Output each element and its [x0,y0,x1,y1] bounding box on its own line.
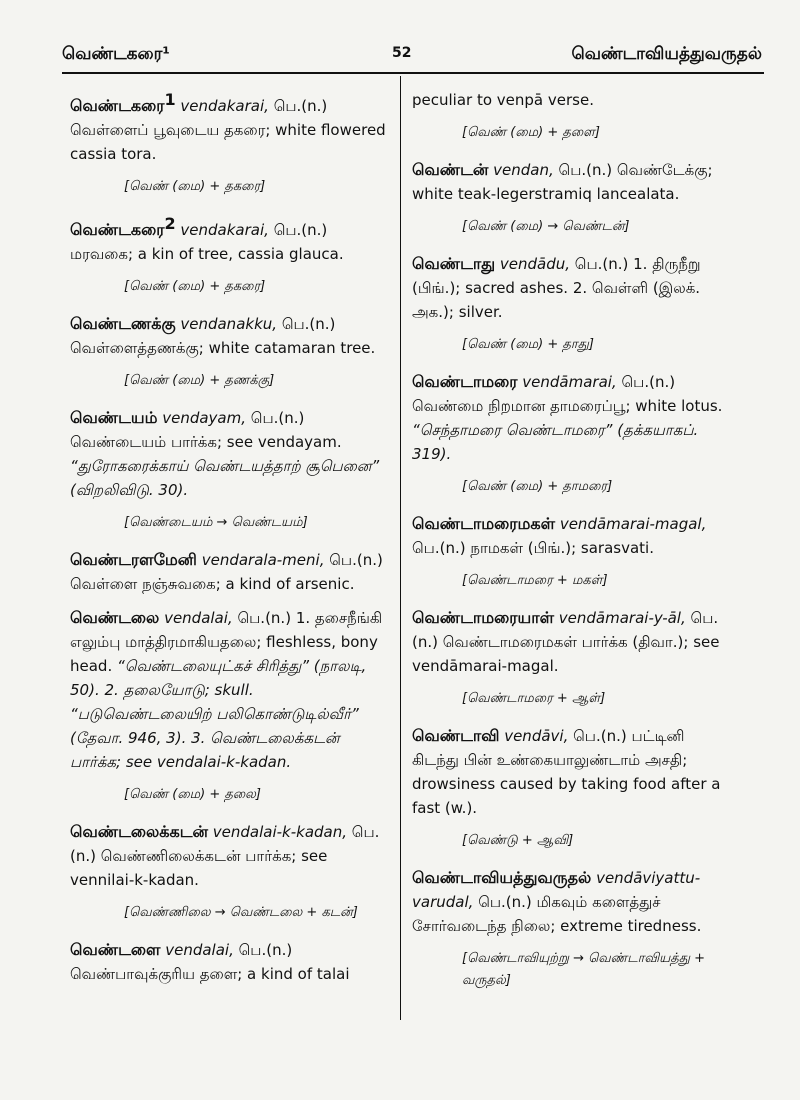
entry-definition: பெ.(n.) வெண்மை நிறமான தாமரைப்பூ; white lotus. [412,373,723,415]
entry-transliteration: vendādu, [499,255,570,273]
entry-citation: “செந்தாமரை வெண்டாமரை” (தக்கயாகப். 319). [412,421,699,463]
entry-etymology: [வெண் (மை) + தகரை] [124,179,266,194]
entry-transliteration: vendāvi, [504,727,569,745]
entry-transliteration: vendayam, [162,409,247,427]
entry-definition: பெ.(n.) வெண்ணிலைக்கடன் பார்க்க; see vennilai-k-kadan. [70,823,380,889]
entry-headword: வெண்டலைக்கடன் [70,822,208,841]
page-header [62,40,762,70]
header-right-guideword: வெண்டாவியத்துவருதல் [571,44,762,64]
entry-etymology: [வெண் (மை) + தாமரை] [462,479,613,494]
entry-transliteration: vendakarai, [180,97,269,115]
entry-transliteration: vendalai, [164,609,233,627]
entry-etymology: [வெண் (மை) + தகரை] [124,279,266,294]
dictionary-entry [412,158,734,206]
entry-definition: பெ.(n.) பட்டினி கிடந்து பின் உண்கையாலுண்டாம் அசதி; drowsiness caused by taking food after a fast (w.). [412,727,721,817]
entry-headword: வெண்டகரை [70,96,165,115]
entry-definition: பெ.(n.) வெண்டேக்கு; white teak-legerstramiq lancealata. [412,161,713,203]
entry-citation: “வெண்டலையுட்கச் சிரித்து” (நாலடி, 50). 2. தலையோடு; skull. “படுவெண்டலையிற் பலிகொண்டுடில்வீர்” (தேவா. 946, 3). 3. வெண்டலைக்கடன் பார்க்க; see vendalai-k-kadan. [70,657,367,771]
dictionary-entry [70,548,390,596]
header-rule [62,72,764,74]
entry-definition: பெ.(n.) வெள்ளை நஞ்சுவகை; a kind of arsenic. [70,551,383,593]
entry-headword: வெண்டாமரையாள் [412,608,555,627]
entry-etymology: [வெண் (மை) + தணக்கு] [124,373,275,388]
dictionary-entry [70,88,390,166]
dictionary-entry [70,406,390,502]
entry-headword: வெண்டாவி [412,726,500,745]
entry-definition: பெ.(n.) 1. தசைநீங்கி எலும்பு மாத்திரமாகியதலை; fleshless, bony head. [70,609,383,675]
entry-etymology: [வெண்டையம் → வெண்டயம்] [124,515,308,530]
entry-definition: பெ.(n.) மிகவும் களைத்துச் சோர்வடைந்த நிலை; extreme tiredness. [412,893,702,935]
entry-superscript: 2 [164,214,176,233]
entry-superscript: 1 [164,90,176,109]
entry-headword: வெண்டகரை [70,220,165,239]
entry-transliteration: vendan, [493,161,554,179]
dictionary-entry [412,252,734,324]
entry-etymology: [வெண்டாமரை + ஆள்] [462,691,606,706]
page-number: 52 [392,45,412,61]
entry-definition: பெ.(n.) நாமகள் (பிங்.); sarasvati. [412,539,654,557]
entry-transliteration: vendanakku, [180,315,278,333]
entry-headword: வெண்டலை [70,608,160,627]
entry-transliteration: vendakarai, [180,221,269,239]
entry-continuation: peculiar to venpā verse. [412,91,594,109]
entry-definition: பெ.(n.) வெண்டாமரைமகள் பார்க்க (திவா.); see vendāmarai-magal. [412,609,720,675]
entry-headword: வெண்டயம் [70,408,158,427]
entry-etymology: [வெண் (மை) → வெண்டன்] [462,219,630,234]
entry-definition: பெ.(n.) வெண்பாவுக்குரிய தளை; a kind of talai [70,941,350,983]
dictionary-entry [412,606,734,678]
dictionary-entry [70,606,390,774]
entry-headword: வெண்டாவியத்துவருதல் [412,868,592,887]
entry-etymology: [வெண் (மை) + தலை] [124,787,262,802]
dictionary-entry [412,866,734,938]
entry-etymology: [வெண் (மை) + தாது] [462,337,594,352]
entry-etymology: [வெண்டாமரை + மகள்] [462,573,608,588]
dictionary-entry [70,820,390,892]
entry-headword: வெண்டரளமேனி [70,550,197,569]
dictionary-entry [70,312,390,360]
column-divider [400,76,401,1020]
entry-transliteration: vendāmarai, [522,373,617,391]
entry-headword: வெண்டாமரைமகள் [412,514,556,533]
entry-transliteration: vendalai, [165,941,234,959]
entry-etymology: [வெண்டு + ஆவி] [462,833,574,848]
right-column [412,88,734,1006]
entry-citation: “துரோகரைக்காய் வெண்டயத்தாற் சூபெனை” (விறலிவிடு. 30). [70,457,380,499]
entry-definition: பெ.(n.) வெண்டையம் பார்க்க; see vendayam. [70,409,342,451]
entry-definition: பெ.(n.) வெள்ளைப் பூவுடைய தகரை; white flowered cassia tora. [70,97,386,163]
entry-headword: வெண்டாது [412,254,496,273]
dictionary-entry [412,512,734,560]
entry-definition: பெ.(n.) 1. திருநீறு (பிங்.); sacred ashes. 2. வெள்ளி (இலக். அக.); silver. [412,255,701,321]
entry-headword: வெண்டன் [412,160,489,179]
entry-transliteration: vendalai-k-kadan, [212,823,348,841]
entry-transliteration: vendāmarai-y-āl, [558,609,686,627]
entry-transliteration: vendāviyattu-varudal, [412,869,701,911]
dictionary-entry [412,370,734,466]
entry-headword: வெண்டாமரை [412,372,518,391]
dictionary-entry [412,724,734,820]
dictionary-entry [70,938,390,986]
dictionary-entry [70,212,390,266]
entry-headword: வெண்டணக்கு [70,314,176,333]
header-left-guideword: வெண்டகரை¹ [62,44,170,64]
entry-etymology: [வெண்ணிலை → வெண்டலை + கடன்] [124,905,358,920]
entry-transliteration: vendāmarai-magal, [559,515,707,533]
entry-transliteration: vendarala-meni, [201,551,325,569]
entry-headword: வெண்டளை [70,940,161,959]
entry-definition: பெ.(n.) வெள்ளைத்தணக்கு; white catamaran tree. [70,315,376,357]
left-column [70,88,390,996]
entry-definition: பெ.(n.) மரவகை; a kin of tree, cassia glauca. [70,221,344,263]
entry-etymology: [வெண் (மை) + தளை] [462,125,600,140]
entry-etymology: [வெண்டாவியுற்று → வெண்டாவியத்து + வருதல்] [462,951,706,988]
